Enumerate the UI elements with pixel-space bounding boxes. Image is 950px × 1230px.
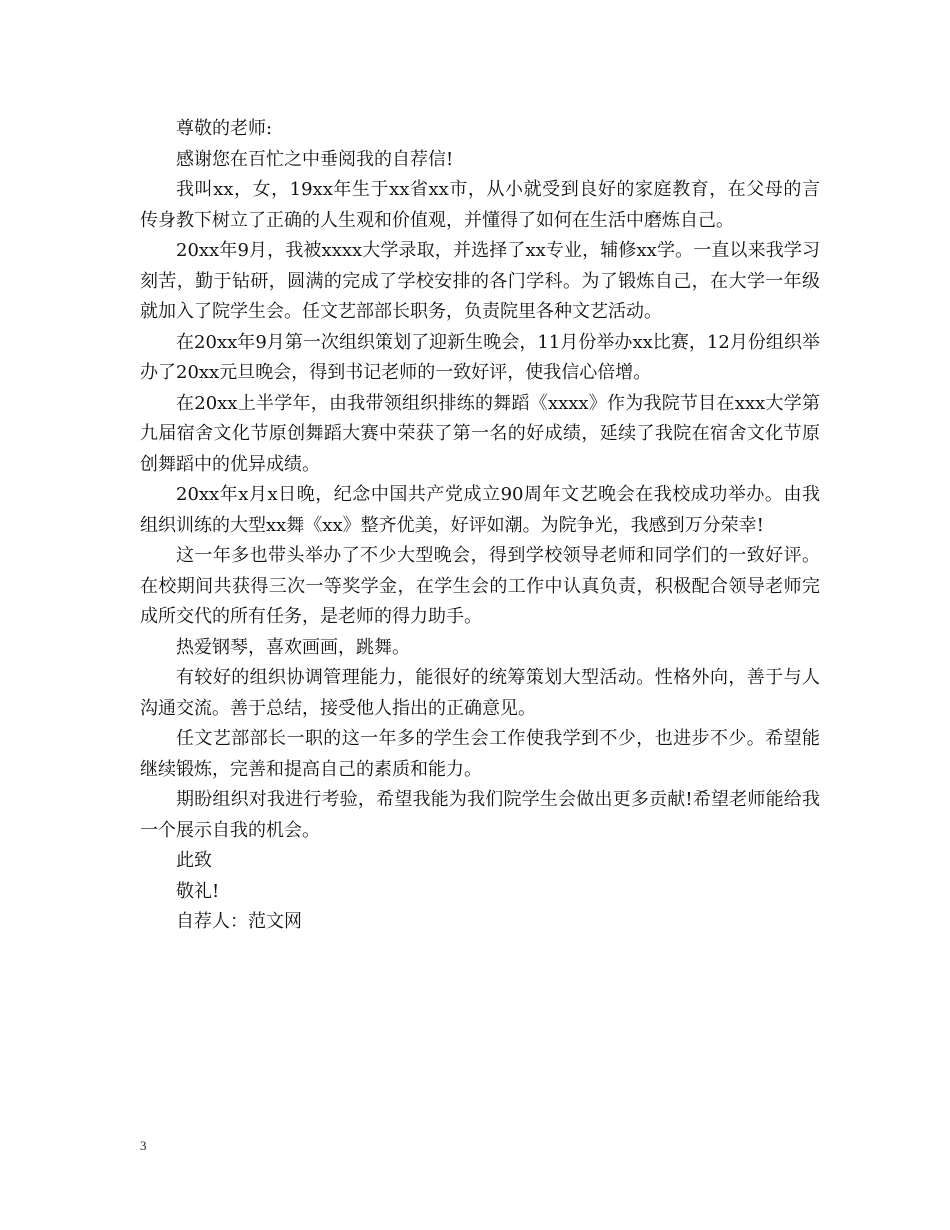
page-number: 3 bbox=[140, 1138, 147, 1153]
paragraph-growth: 任文艺部部长一职的这一年多的学生会工作使我学到不少，也进步不少。希望能继续锻炼，完善和提高自己的素质和能力。 bbox=[140, 728, 820, 780]
signature-line: 自荐人：范文网 bbox=[176, 911, 302, 932]
closing-jingli: 敬礼! bbox=[176, 880, 220, 902]
paragraph-hope: 期盼组织对我进行考验，希望我能为我们院学生会做出更多贡献!希望老师能给我一个展示自我的机会。 bbox=[140, 789, 820, 841]
opening-line: 感谢您在百忙之中垂阅我的自荐信! bbox=[176, 148, 454, 170]
paragraph-events: 在20xx年9月第一次组织策划了迎新生晚会，11月份举办xx比赛，12月份组织举办了20xx元旦晚会，得到书记老师的一致好评，使我信心倍增。 bbox=[140, 331, 820, 383]
paragraph-intro: 我叫xx，女，19xx年生于xx省xx市，从小就受到良好的家庭教育，在父母的言传身教下树立了正确的人生观和价值观，并懂得了如何在生活中磨炼自己。 bbox=[140, 179, 820, 231]
paragraph-university: 20xx年9月，我被xxxx大学录取，并选择了xx专业，辅修xx学。一直以来我学习刻苦，勤于钻研，圆满的完成了学校安排的各门学科。为了锻炼自己，在大学一年级就加入了院学生会。任文艺部部长职务，负责院里各种文艺活动。 bbox=[140, 240, 820, 322]
paragraph-achievements: 这一年多也带头举办了不少大型晚会，得到学校领导老师和同学们的一致好评。在校期间共获得三次一等奖学金，在学生会的工作中认真负责，积极配合领导老师完成所交代的所有任务，是老师的得力助手。 bbox=[140, 545, 820, 627]
paragraph-anniversary: 20xx年x月x日晚，纪念中国共产党成立90周年文艺晚会在我校成功举办。由我组织训练的大型xx舞《xx》整齐优美，好评如潮。为院争光，我感到万分荣幸! bbox=[140, 484, 820, 536]
paragraph-abilities: 有较好的组织协调管理能力，能很好的统筹策划大型活动。性格外向，善于与人沟通交流。善于总结，接受他人指出的正确意见。 bbox=[140, 667, 820, 719]
salutation: 尊敬的老师: bbox=[176, 118, 273, 139]
letter-body bbox=[140, 114, 820, 938]
closing-cizhi: 此致 bbox=[176, 850, 212, 871]
paragraph-hobbies: 热爱钢琴，喜欢画画，跳舞。 bbox=[176, 636, 410, 658]
paragraph-dance: 在20xx上半学年，由我带领组织排练的舞蹈《xxxx》作为我院节目在xxx大学第九届宿舍文化节原创舞蹈大赛中荣获了第一名的好成绩，延续了我院在宿舍文化节原创舞蹈中的优异成绩。 bbox=[140, 392, 820, 475]
